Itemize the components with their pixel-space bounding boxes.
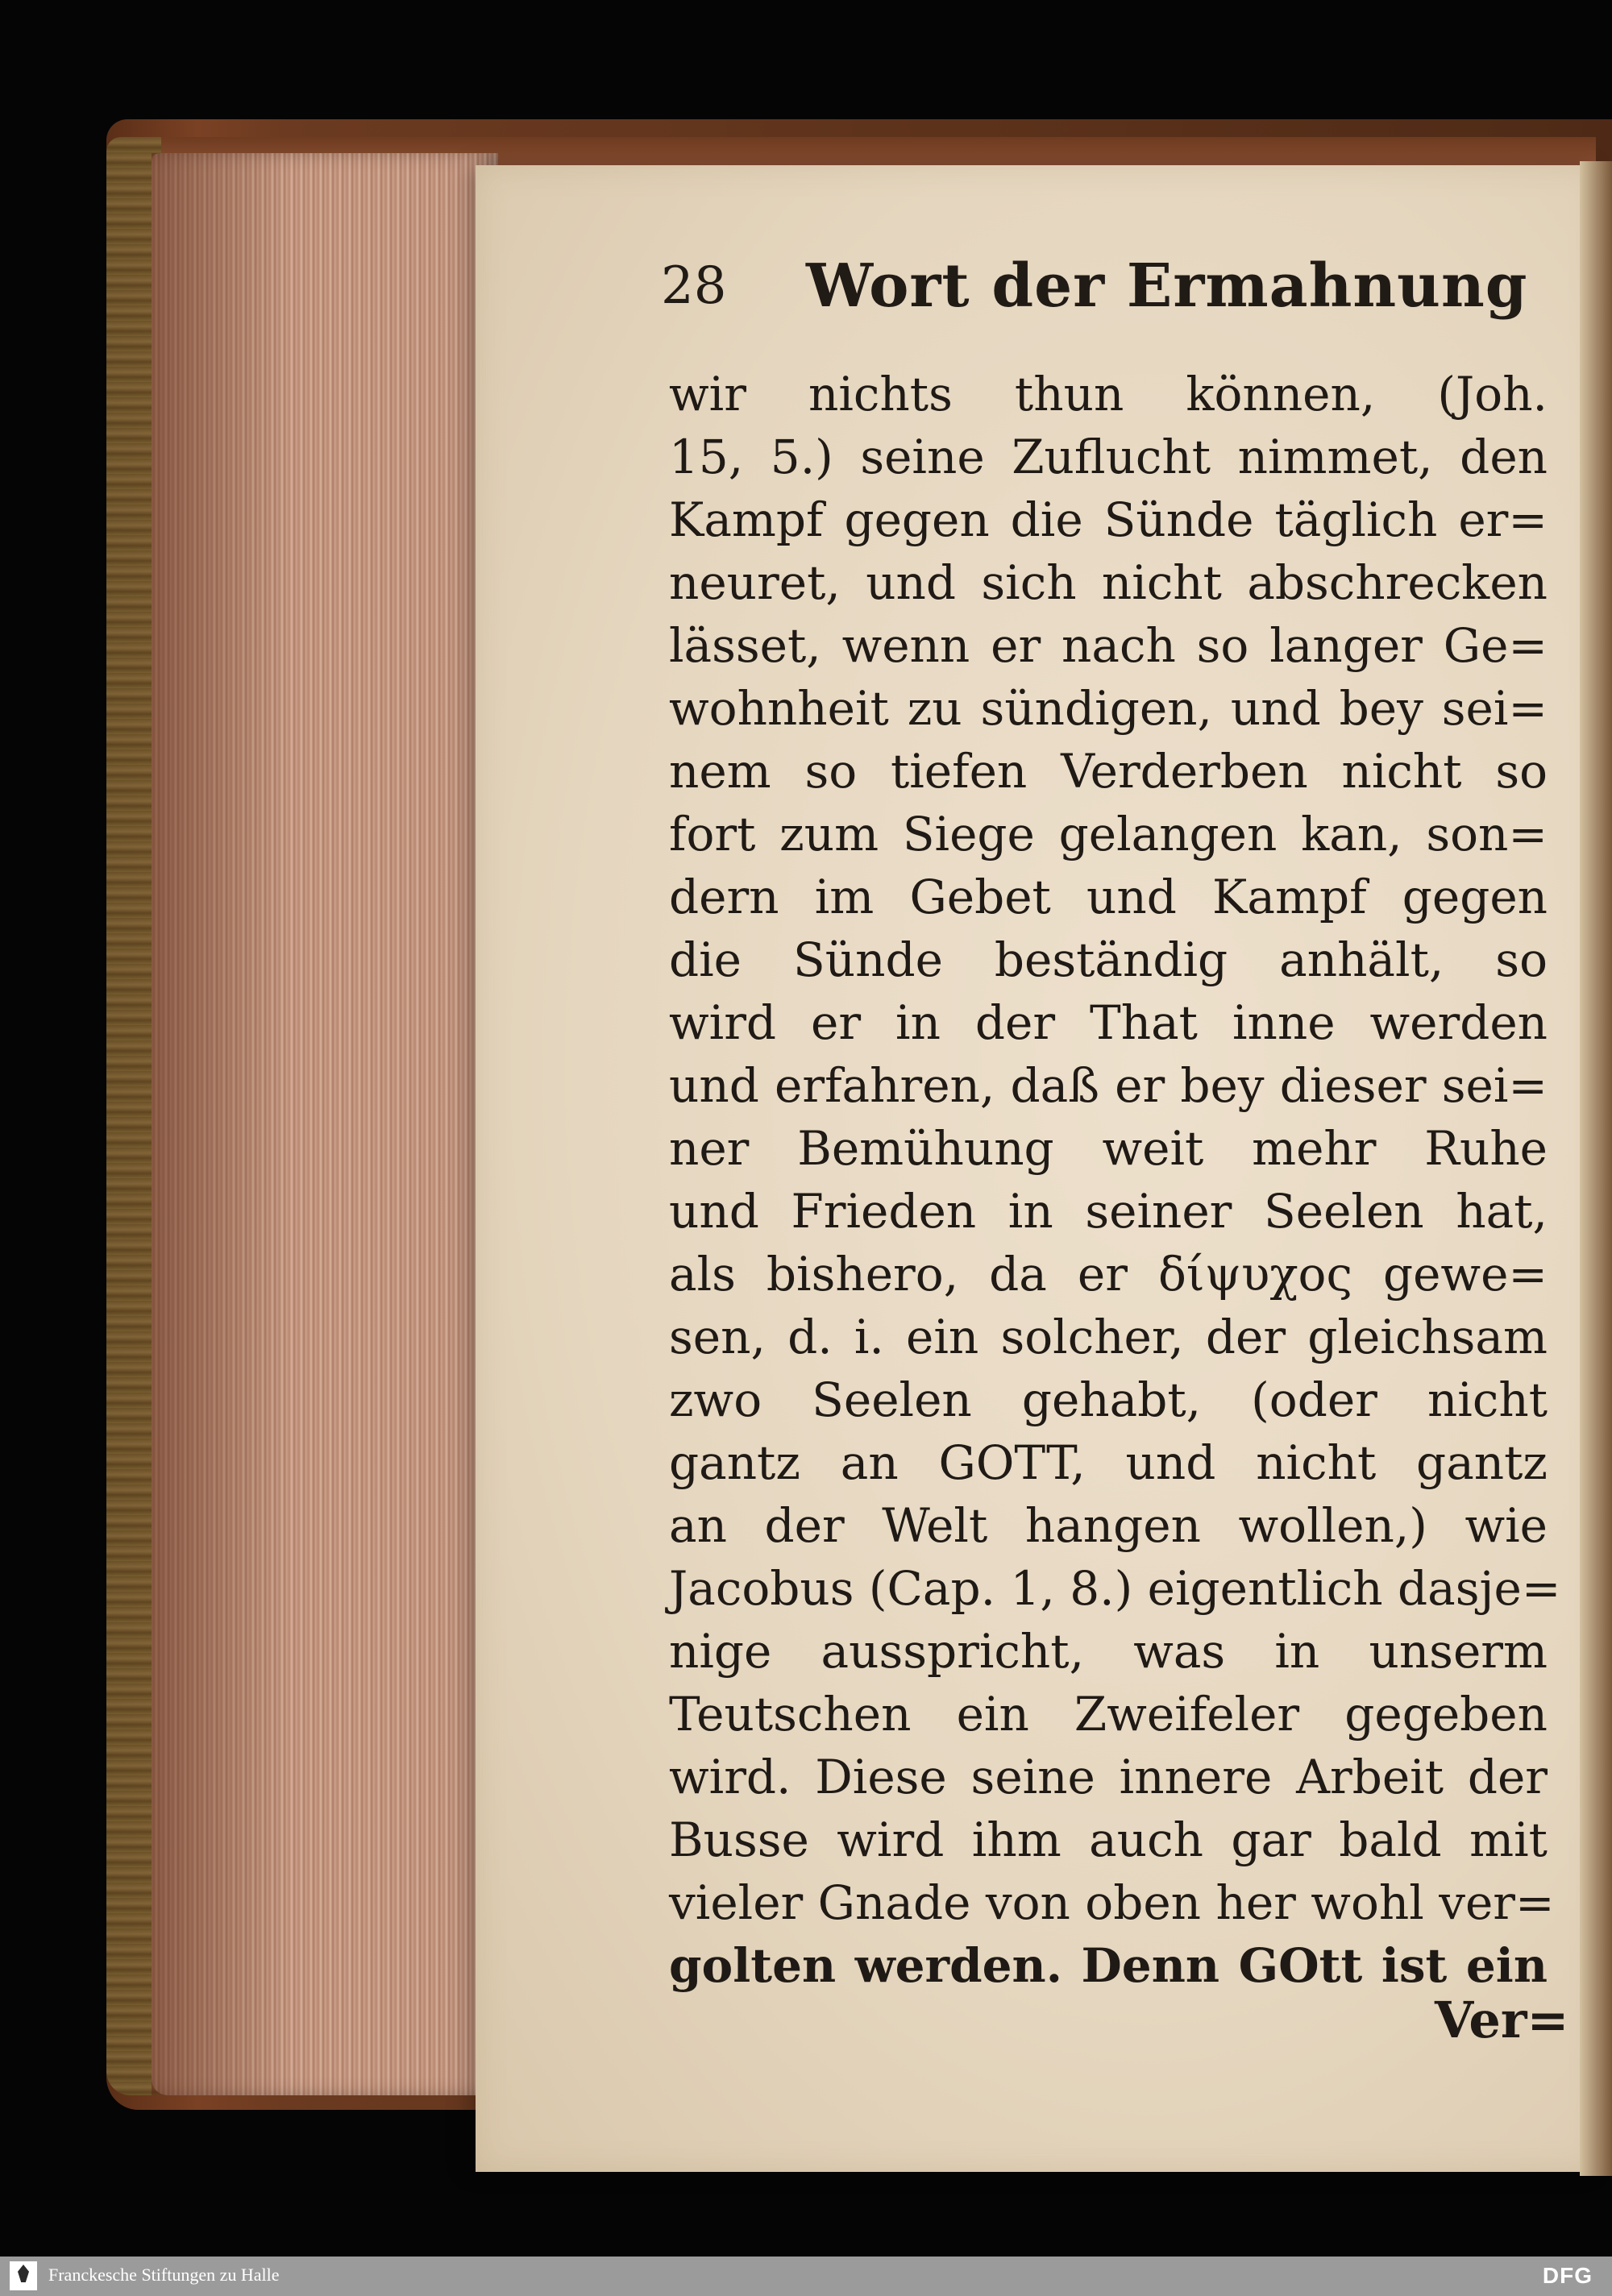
text-line: Kampf gegen die Sünde täglich er= <box>669 492 1548 547</box>
dfg-logo: DFG <box>1542 2263 1593 2288</box>
text-line: nige ausspricht, was in unserm <box>669 1624 1548 1679</box>
text-line: Jacobus (Cap. 1, 8.) eigentlich dasje= <box>669 1561 1561 1616</box>
text-line: als bishero, da er δίψυχος gewe= <box>669 1247 1548 1302</box>
institution-logo-icon <box>10 2261 37 2290</box>
text-line: wohnheit zu sündigen, und bey sei= <box>669 681 1548 736</box>
text-line: gantz an GOTT, und nicht gantz <box>669 1435 1548 1490</box>
footer-bar <box>0 2257 1612 2296</box>
page-block-shadow <box>152 153 289 2095</box>
running-title: Wort der Ermahnung <box>806 251 1528 321</box>
text-line: wird. Diese seine innere Arbeit der <box>669 1750 1548 1804</box>
text-line: vieler Gnade von oben her wohl ver= <box>669 1875 1555 1930</box>
text-line: und Frieden in seiner Seelen hat, <box>669 1184 1548 1239</box>
text-line: wird er in der That inne werden <box>669 995 1548 1050</box>
text-line: golten werden. Denn GOtt ist ein <box>669 1938 1548 1993</box>
text-line: ner Bemühung weit mehr Ruhe <box>669 1121 1548 1176</box>
logo-mark <box>18 2265 29 2282</box>
text-line: 15, 5.) seine Zuflucht nimmet, den <box>669 430 1548 484</box>
text-line: sen, d. i. ein solcher, der gleichsam <box>669 1310 1548 1364</box>
page-header <box>661 242 1548 330</box>
text-line: dern im Gebet und Kampf gegen <box>669 870 1548 924</box>
text-line: Busse wird ihm auch gar bald mit <box>669 1812 1548 1867</box>
text-line: zwo Seelen gehabt, (oder nicht <box>669 1372 1548 1427</box>
text-line: wir nichts thun können, (Joh. <box>669 367 1548 421</box>
text-line: die Sünde beständig anhält, so <box>669 932 1548 987</box>
text-line: lässet, wenn er nach so langer Ge= <box>669 618 1548 673</box>
text-line: fort zum Siege gelangen kan, son= <box>669 807 1548 862</box>
catchword: Ver= <box>1435 1991 1569 2049</box>
text-line: nem so tiefen Verderben nicht so <box>669 744 1548 799</box>
text-line: an der Welt hangen wollen,) wie <box>669 1498 1548 1553</box>
institution-name: Franckesche Stiftungen zu Halle <box>48 2265 280 2285</box>
facing-page-edge <box>1580 161 1612 2176</box>
text-line: neuret, und sich nicht abschrecken <box>669 555 1548 610</box>
text-line: Teutschen ein Zweifeler gegeben <box>669 1687 1548 1742</box>
page-number: 28 <box>661 256 727 316</box>
text-line: und erfahren, daß er bey dieser sei= <box>669 1058 1548 1113</box>
